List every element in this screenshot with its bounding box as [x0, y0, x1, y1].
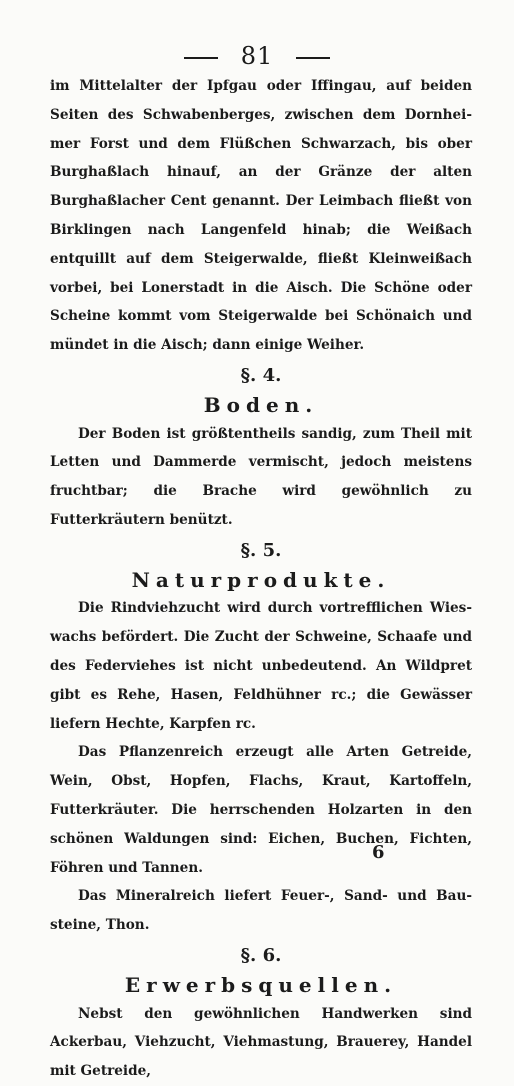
section-5-title: Naturprodukte.	[131, 567, 391, 592]
section-6-title: Erwerbsquellen.	[124, 972, 398, 997]
page-number: 81	[240, 42, 274, 70]
section-4-text: Der Boden ist größtentheils sandig, zum Theil mit Letten und Dammerde vermischt, jedoch meistens fruchtbar; die Brache wird gewöhnlich zu Futterkräutern benützt.	[50, 425, 472, 528]
section-5-number: §. 5.	[240, 539, 282, 561]
section-6-number: §. 6.	[240, 944, 282, 966]
continuation-paragraph: im Mittelalter der Ipfgau oder Iffingau, auf beiden Seiten des Schwabenberges, zwischen dem Dornheimer Forst und dem Flüßchen Schwarzach, bis ober Burghaßlach hinauf, an der Gränze der alten Burghaßlacher Cent genannt. Der Leimbach fließt von Birklingen nach Langenfeld hinab; die Weißach entquillt auf dem Steigerwalde, fließt Kleinweißach vorbei, bei Lonerstadt in die Aisch. Die Schöne oder Scheine kommt vom Steigerwalde bei Schönaich und mündet in die Aisch; dann einige Weiher.	[50, 78, 472, 354]
page-body	[50, 72, 472, 1086]
section-5-text-1: Die Rindviehzucht wird durch vortrefflichen Wieswachs befördert. Die Zucht der Schweine, Schaafe und des Federviehes ist nicht unbedeutend. An Wildpret gibt es Rehe, Hasen, Feldhühner rc.; die Gewässer liefern Hechte, Karpfen rc.	[50, 600, 472, 732]
page-header	[0, 42, 514, 70]
header-right-rule	[296, 57, 330, 59]
section-4-number: §. 4.	[240, 364, 282, 386]
section-6-text: Nebst den gewöhnlichen Handwerken sind Ackerbau, Viehzucht, Viehmastung, Brauerey, Handel mit Getreide,	[50, 1005, 472, 1080]
section-5-text-2: Das Pflanzenreich erzeugt alle Arten Getreide, Wein, Obst, Hopfen, Flachs, Kraut, Kartoffeln, Futterkräuter. Die herrschenden Holzarten in den schönen Waldungen sind: Eichen, Buchen, Fichten, Föhren und Tannen.	[50, 744, 472, 876]
header-left-rule	[184, 57, 218, 59]
section-5-text-3: Das Mineralreich liefert Feuer-, Sand- und Bausteine, Thon.	[50, 888, 472, 934]
section-4-title: Boden.	[203, 392, 319, 417]
printer-signature: 6	[372, 842, 385, 863]
